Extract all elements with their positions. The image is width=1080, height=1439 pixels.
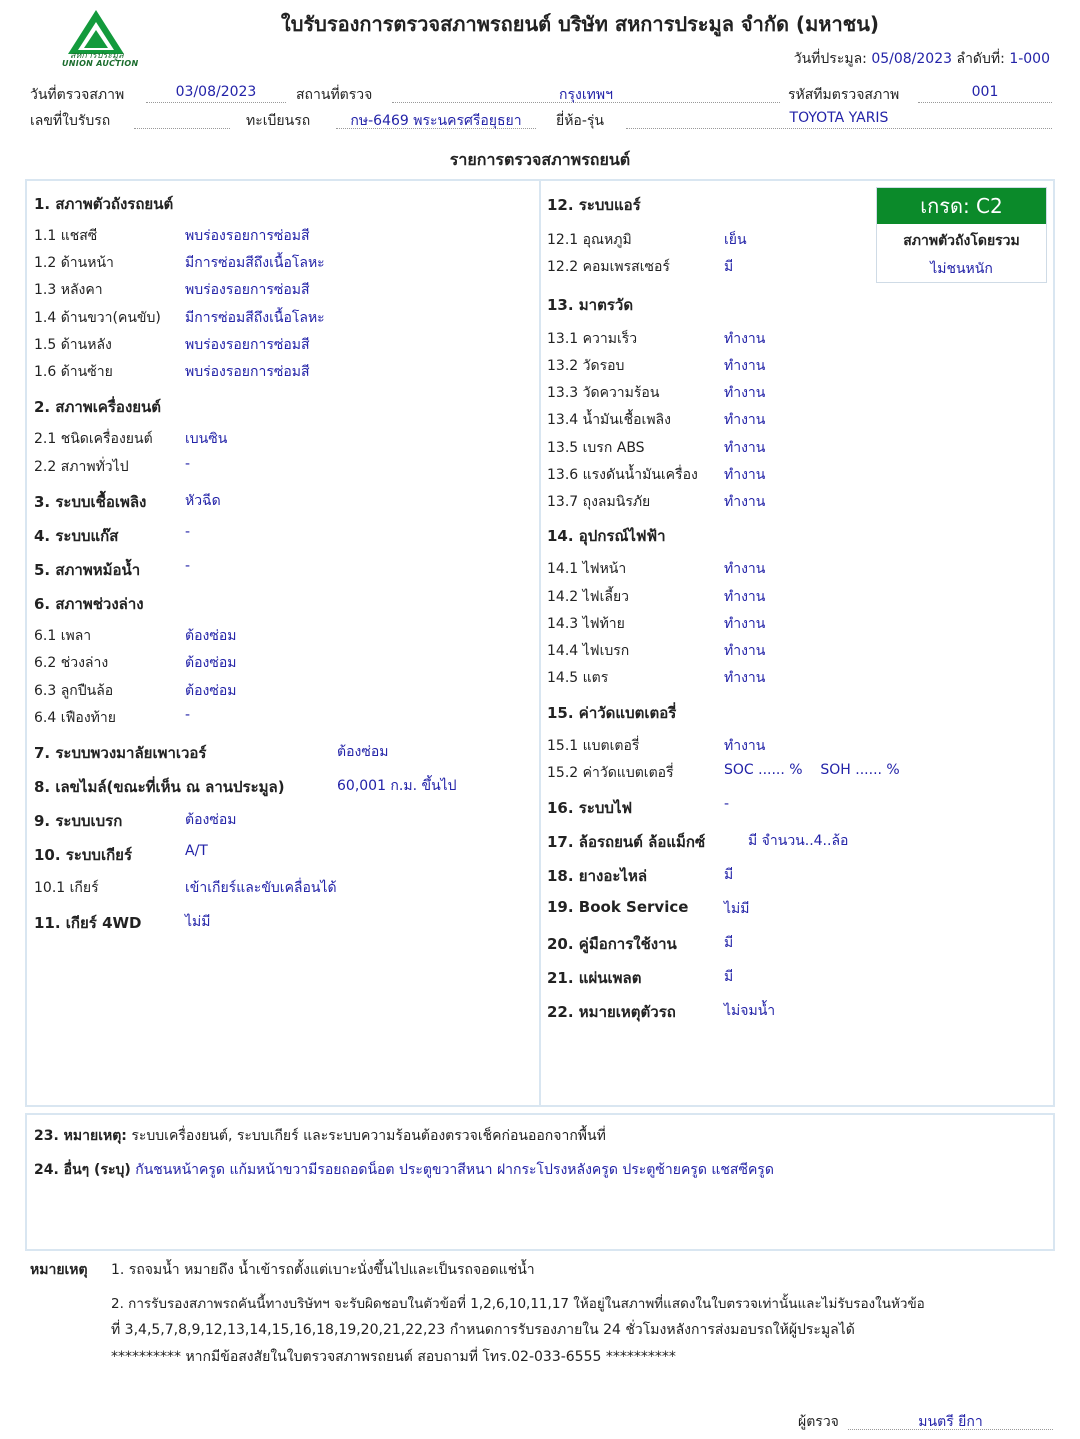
document-title: ใบรับรองการตรวจสภาพรถยนต์ บริษัท สหการประมูล จำกัด (มหาชน) — [280, 12, 880, 36]
s17-value: มี จำนวน..4..ล้อ — [748, 833, 849, 849]
remark-24 — [34, 1159, 774, 1181]
overall-value: ไม่ชนหนัก — [930, 261, 993, 277]
place-label: สถานที่ตรวจ — [296, 87, 373, 103]
s14-2-label: 14.2 ไฟเลี้ยว — [547, 589, 630, 605]
s2-1-label: 2.1 ชนิดเครื่องยนต์ — [34, 431, 153, 447]
auction-info — [794, 48, 1050, 70]
inspector-label: ผู้ตรวจ — [798, 1414, 839, 1430]
s10-1-value: เข้าเกียร์และขับเคลื่อนได้ — [185, 880, 337, 896]
s11-heading: 11. เกียร์ 4WD — [34, 914, 142, 932]
s7-value: ต้องซ่อม — [337, 744, 389, 760]
s13-3-label: 13.3 วัดความร้อน — [547, 385, 660, 401]
s1-3-value: พบร่องรอยการซ่อมสี — [185, 282, 310, 298]
s5-heading: 5. สภาพหม้อน้ำ — [34, 561, 141, 579]
s22-heading: 22. หมายเหตุตัวรถ — [547, 1003, 676, 1021]
s14-heading: 14. อุปกรณ์ไฟฟ้า — [547, 527, 666, 545]
s1-heading: 1. สภาพตัวถังรถยนต์ — [34, 195, 174, 213]
notes-label: หมายเหตุ — [30, 1262, 88, 1278]
remark-23-label: 23. หมายเหตุ: — [34, 1128, 127, 1144]
s14-1-label: 14.1 ไฟหน้า — [547, 561, 627, 577]
s1-5-value: พบร่องรอยการซ่อมสี — [185, 337, 310, 353]
s9-value: ต้องซ่อม — [185, 812, 237, 828]
s13-4-label: 13.4 น้ำมันเชื้อเพลิง — [547, 412, 671, 428]
s22-value: ไม่จมน้ำ — [724, 1003, 776, 1019]
remark-24-label: 24. อื่นๆ (ระบุ) — [34, 1162, 131, 1178]
s1-4-value: มีการซ่อมสีถึงเนื้อโลหะ — [185, 310, 325, 326]
plate-label: ทะเบียนรถ — [246, 113, 311, 129]
place: กรุงเทพฯ — [392, 84, 780, 103]
s13-7-value: ทำงาน — [724, 494, 766, 510]
s4-heading: 4. ระบบแก๊ส — [34, 527, 119, 545]
brand: TOYOTA YARIS — [626, 110, 1052, 129]
section-title: รายการตรวจสภาพรถยนต์ — [449, 150, 631, 169]
s12-1-value: เย็น — [724, 232, 747, 248]
s13-6-label: 13.6 แรงดันน้ำมันเครื่อง — [547, 467, 698, 483]
s12-heading: 12. ระบบแอร์ — [547, 196, 641, 214]
s15-heading: 15. ค่าวัดแบตเตอรี่ — [547, 704, 677, 722]
s16-heading: 16. ระบบไฟ — [547, 799, 633, 817]
s13-3-value: ทำงาน — [724, 385, 766, 401]
s1-1-label: 1.1 แชสซี — [34, 228, 98, 244]
logo-text-en: UNION AUCTION — [62, 59, 139, 68]
s6-1-label: 6.1 เพลา — [34, 628, 92, 644]
receipt-no-label: เลขที่ใบรับรถ — [30, 113, 111, 129]
s1-6-value: พบร่องรอยการซ่อมสี — [185, 364, 310, 380]
s1-2-value: มีการซ่อมสีถึงเนื้อโลหะ — [185, 255, 325, 271]
s3-heading: 3. ระบบเชื้อเพลิง — [34, 493, 147, 511]
s1-1-value: พบร่องรอยการซ่อมสี — [185, 228, 310, 244]
s1-2-label: 1.2 ด้านหน้า — [34, 255, 114, 271]
team-label: รหัสทีมตรวจสภาพ — [788, 87, 900, 103]
receipt-no — [134, 110, 230, 129]
s11-value: ไม่มี — [185, 914, 211, 930]
note-3: ********** หากมีข้อสงสัยในใบตรวจสภาพรถยนต์ สอบถามที่ โทร.02-033-6555 ********** — [111, 1349, 676, 1365]
s6-4-value: - — [185, 707, 191, 723]
s13-1-label: 13.1 ความเร็ว — [547, 331, 638, 347]
s17-heading: 17. ล้อรถยนต์ ล้อแม็กซ์ — [547, 833, 706, 851]
s14-5-label: 14.5 แตร — [547, 670, 609, 686]
s13-4-value: ทำงาน — [724, 412, 766, 428]
s2-1-value: เบนซิน — [185, 431, 228, 447]
s15-2-value: SOC ...... % SOH ...... % — [724, 762, 900, 778]
s19-value: ไม่มี — [724, 901, 750, 917]
s3-value: หัวฉีด — [185, 493, 221, 509]
s14-3-value: ทำงาน — [724, 616, 766, 632]
s21-heading: 21. แผ่นเพลต — [547, 969, 642, 987]
s18-value: มี — [724, 867, 734, 883]
s20-heading: 20. คู่มือการใช้งาน — [547, 935, 677, 953]
grade-label: เกรด: C2 — [877, 188, 1046, 224]
note-2b: ที่ 3,4,5,7,8,9,12,13,14,15,16,18,19,20,21,22,23 กำหนดการรับรองภายใน 24 ชั่วโมงหลังการส่งมอบรถให้ผู้ประมูลได้ — [111, 1322, 855, 1338]
s6-4-label: 6.4 เฟืองท้าย — [34, 710, 116, 726]
s1-4-label: 1.4 ด้านขวา(คนขับ) — [34, 310, 161, 326]
s18-heading: 18. ยางอะไหล่ — [547, 867, 648, 885]
s6-2-value: ต้องซ่อม — [185, 655, 237, 671]
inspect-date-label: วันที่ตรวจสภาพ — [30, 87, 125, 103]
s14-3-label: 14.3 ไฟท้าย — [547, 616, 625, 632]
s5-value: - — [185, 558, 191, 574]
s6-2-label: 6.2 ช่วงล่าง — [34, 655, 109, 671]
s1-5-label: 1.5 ด้านหลัง — [34, 337, 112, 353]
s13-6-value: ทำงาน — [724, 467, 766, 483]
s2-heading: 2. สภาพเครื่องยนต์ — [34, 398, 162, 416]
s10-heading: 10. ระบบเกียร์ — [34, 846, 133, 864]
s9-heading: 9. ระบบเบรก — [34, 812, 123, 830]
plate: กษ-6469 พระนครศรีอยุธยา — [336, 110, 536, 129]
s6-1-value: ต้องซ่อม — [185, 628, 237, 644]
brand-label: ยี่ห้อ-รุ่น — [556, 113, 604, 129]
note-1: 1. รถจมน้ำ หมายถึง น้ำเข้ารถตั้งแต่เบาะนั่งขึ้นไปและเป็นรถจอดแช่น้ำ — [111, 1262, 535, 1278]
s14-2-value: ทำงาน — [724, 589, 766, 605]
s20-value: มี — [724, 935, 734, 951]
s13-heading: 13. มาตรวัด — [547, 296, 634, 314]
logo-text-th: สหการประมูล — [70, 51, 124, 61]
s1-3-label: 1.3 หลังคา — [34, 282, 103, 298]
auction-date-label: วันที่ประมูล: — [793, 51, 867, 67]
s6-3-value: ต้องซ่อม — [185, 683, 237, 699]
s19-heading: 19. Book Service — [547, 898, 689, 916]
s13-5-value: ทำงาน — [724, 440, 766, 456]
s14-5-value: ทำงาน — [724, 670, 766, 686]
overall-label: สภาพตัวถังโดยรวม — [903, 233, 1020, 249]
s16-value: - — [724, 796, 730, 812]
s6-3-label: 6.3 ลูกปืนล้อ — [34, 683, 114, 699]
s12-2-label: 12.2 คอมเพรสเซอร์ — [547, 259, 670, 275]
s7-heading: 7. ระบบพวงมาลัยเพาเวอร์ — [34, 744, 207, 762]
s13-2-label: 13.2 วัดรอบ — [547, 358, 625, 374]
s2-2-label: 2.2 สภาพทั่วไป — [34, 459, 129, 475]
grade-box — [876, 187, 1047, 283]
s10-value: A/T — [185, 843, 208, 859]
lot-number: 1-000 — [1009, 51, 1050, 67]
note-2a: 2. การรับรองสภาพรถคันนี้ทางบริษัทฯ จะรับผิดชอบในตัวข้อที่ 1,2,6,10,11,17 ให้อยู่ในสภาพที่แสดงในใบตรวจเท่านั้นและไม่รับรองในหัวข้อ — [111, 1296, 925, 1312]
column-divider — [539, 181, 541, 1105]
s1-6-label: 1.6 ด้านซ้าย — [34, 364, 113, 380]
lot-label: ลำดับที่: — [956, 51, 1005, 67]
inspector-name: มนตรี ยีกา — [848, 1411, 1053, 1430]
s8-heading: 8. เลขไมล์(ขณะที่เห็น ณ ลานประมูล) — [34, 778, 285, 796]
s14-4-label: 14.4 ไฟเบรก — [547, 643, 630, 659]
s13-5-label: 13.5 เบรก ABS — [547, 440, 645, 456]
s15-1-label: 15.1 แบตเตอรี่ — [547, 738, 640, 754]
s15-1-value: ทำงาน — [724, 738, 766, 754]
s12-2-value: มี — [724, 259, 734, 275]
s14-1-value: ทำงาน — [724, 561, 766, 577]
s14-4-value: ทำงาน — [724, 643, 766, 659]
s15-2-label: 15.2 ค่าวัดแบตเตอรี่ — [547, 765, 674, 781]
remark-23-text: ระบบเครื่องยนต์, ระบบเกียร์ และระบบความร้อนต้องตรวจเช็คก่อนออกจากพื้นที่ — [131, 1128, 606, 1144]
s13-7-label: 13.7 ถุงลมนิรภัย — [547, 494, 651, 510]
s4-value: - — [185, 524, 191, 540]
s2-2-value: - — [185, 456, 191, 472]
team-code: 001 — [918, 84, 1052, 103]
s12-1-label: 12.1 อุณหภูมิ — [547, 232, 632, 248]
s8-value: 60,001 ก.ม. ขึ้นไป — [337, 778, 457, 794]
s10-1-label: 10.1 เกียร์ — [34, 880, 99, 896]
remark-23 — [34, 1125, 606, 1147]
s6-heading: 6. สภาพช่วงล่าง — [34, 595, 144, 613]
s13-1-value: ทำงาน — [724, 331, 766, 347]
auction-date: 05/08/2023 — [871, 51, 953, 67]
s13-2-value: ทำงาน — [724, 358, 766, 374]
inspect-date: 03/08/2023 — [146, 84, 286, 103]
remark-24-text: กันชนหน้าครูด แก้มหน้าขวามีรอยถอดน็อต ประตูขวาสีหนา ฝากระโปรงหลังครูด ประตูซ้ายครูด แชสซีครูด — [135, 1162, 774, 1178]
s21-value: มี — [724, 969, 734, 985]
